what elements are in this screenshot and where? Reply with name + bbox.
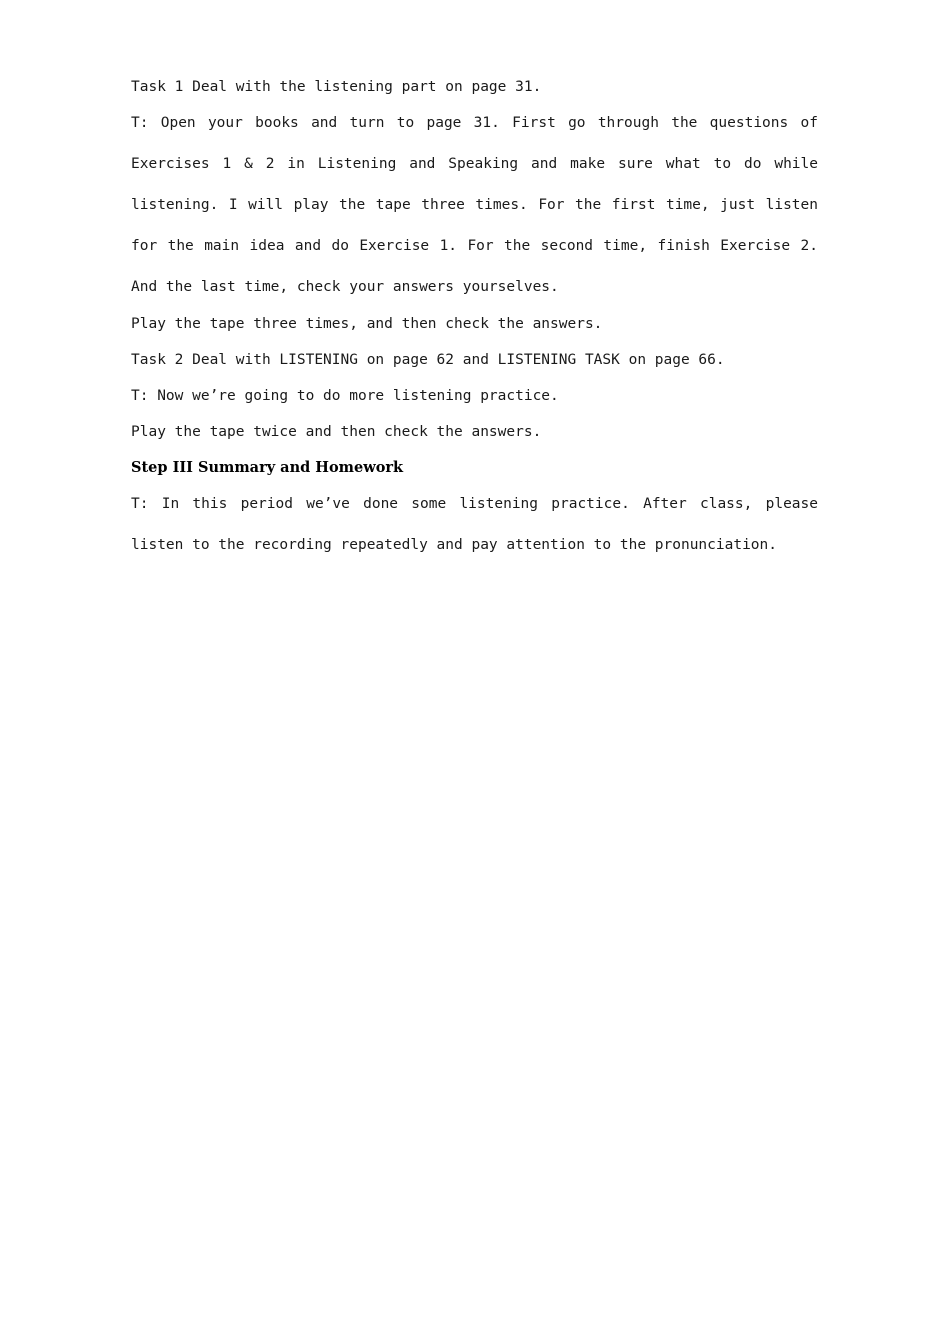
task2-play-note: Play the tape twice and then check the answers. <box>131 424 542 440</box>
task2-title: Task 2 Deal with LISTENING on page 62 and LISTENING TASK on page 66. <box>131 352 725 368</box>
task1-title: Task 1 Deal with the listening part on page 31. <box>131 79 542 95</box>
document-body <box>131 76 818 571</box>
task1-play-note: Play the tape three times, and then check the answers. <box>131 316 603 332</box>
task1-instruction: T: Open your books and turn to page 31. First go through the questions of Exercises 1 & 2 in Listening and Speaking and make sure what to do while listening. I will play the tape three times. For the first time, just listen for the main idea and do Exercise 1. For the second time, finish Exercise 2. And the last time, check your answers yourselves. <box>131 115 818 295</box>
step3-heading: Step III Summary and Homework <box>131 459 404 476</box>
task2-instruction: T: Now we’re going to do more listening practice. <box>131 388 559 404</box>
step3-instruction: T: In this period we’ve done some listening practice. After class, please listen to the recording repeatedly and pay attention to the pronunciation. <box>131 496 818 553</box>
